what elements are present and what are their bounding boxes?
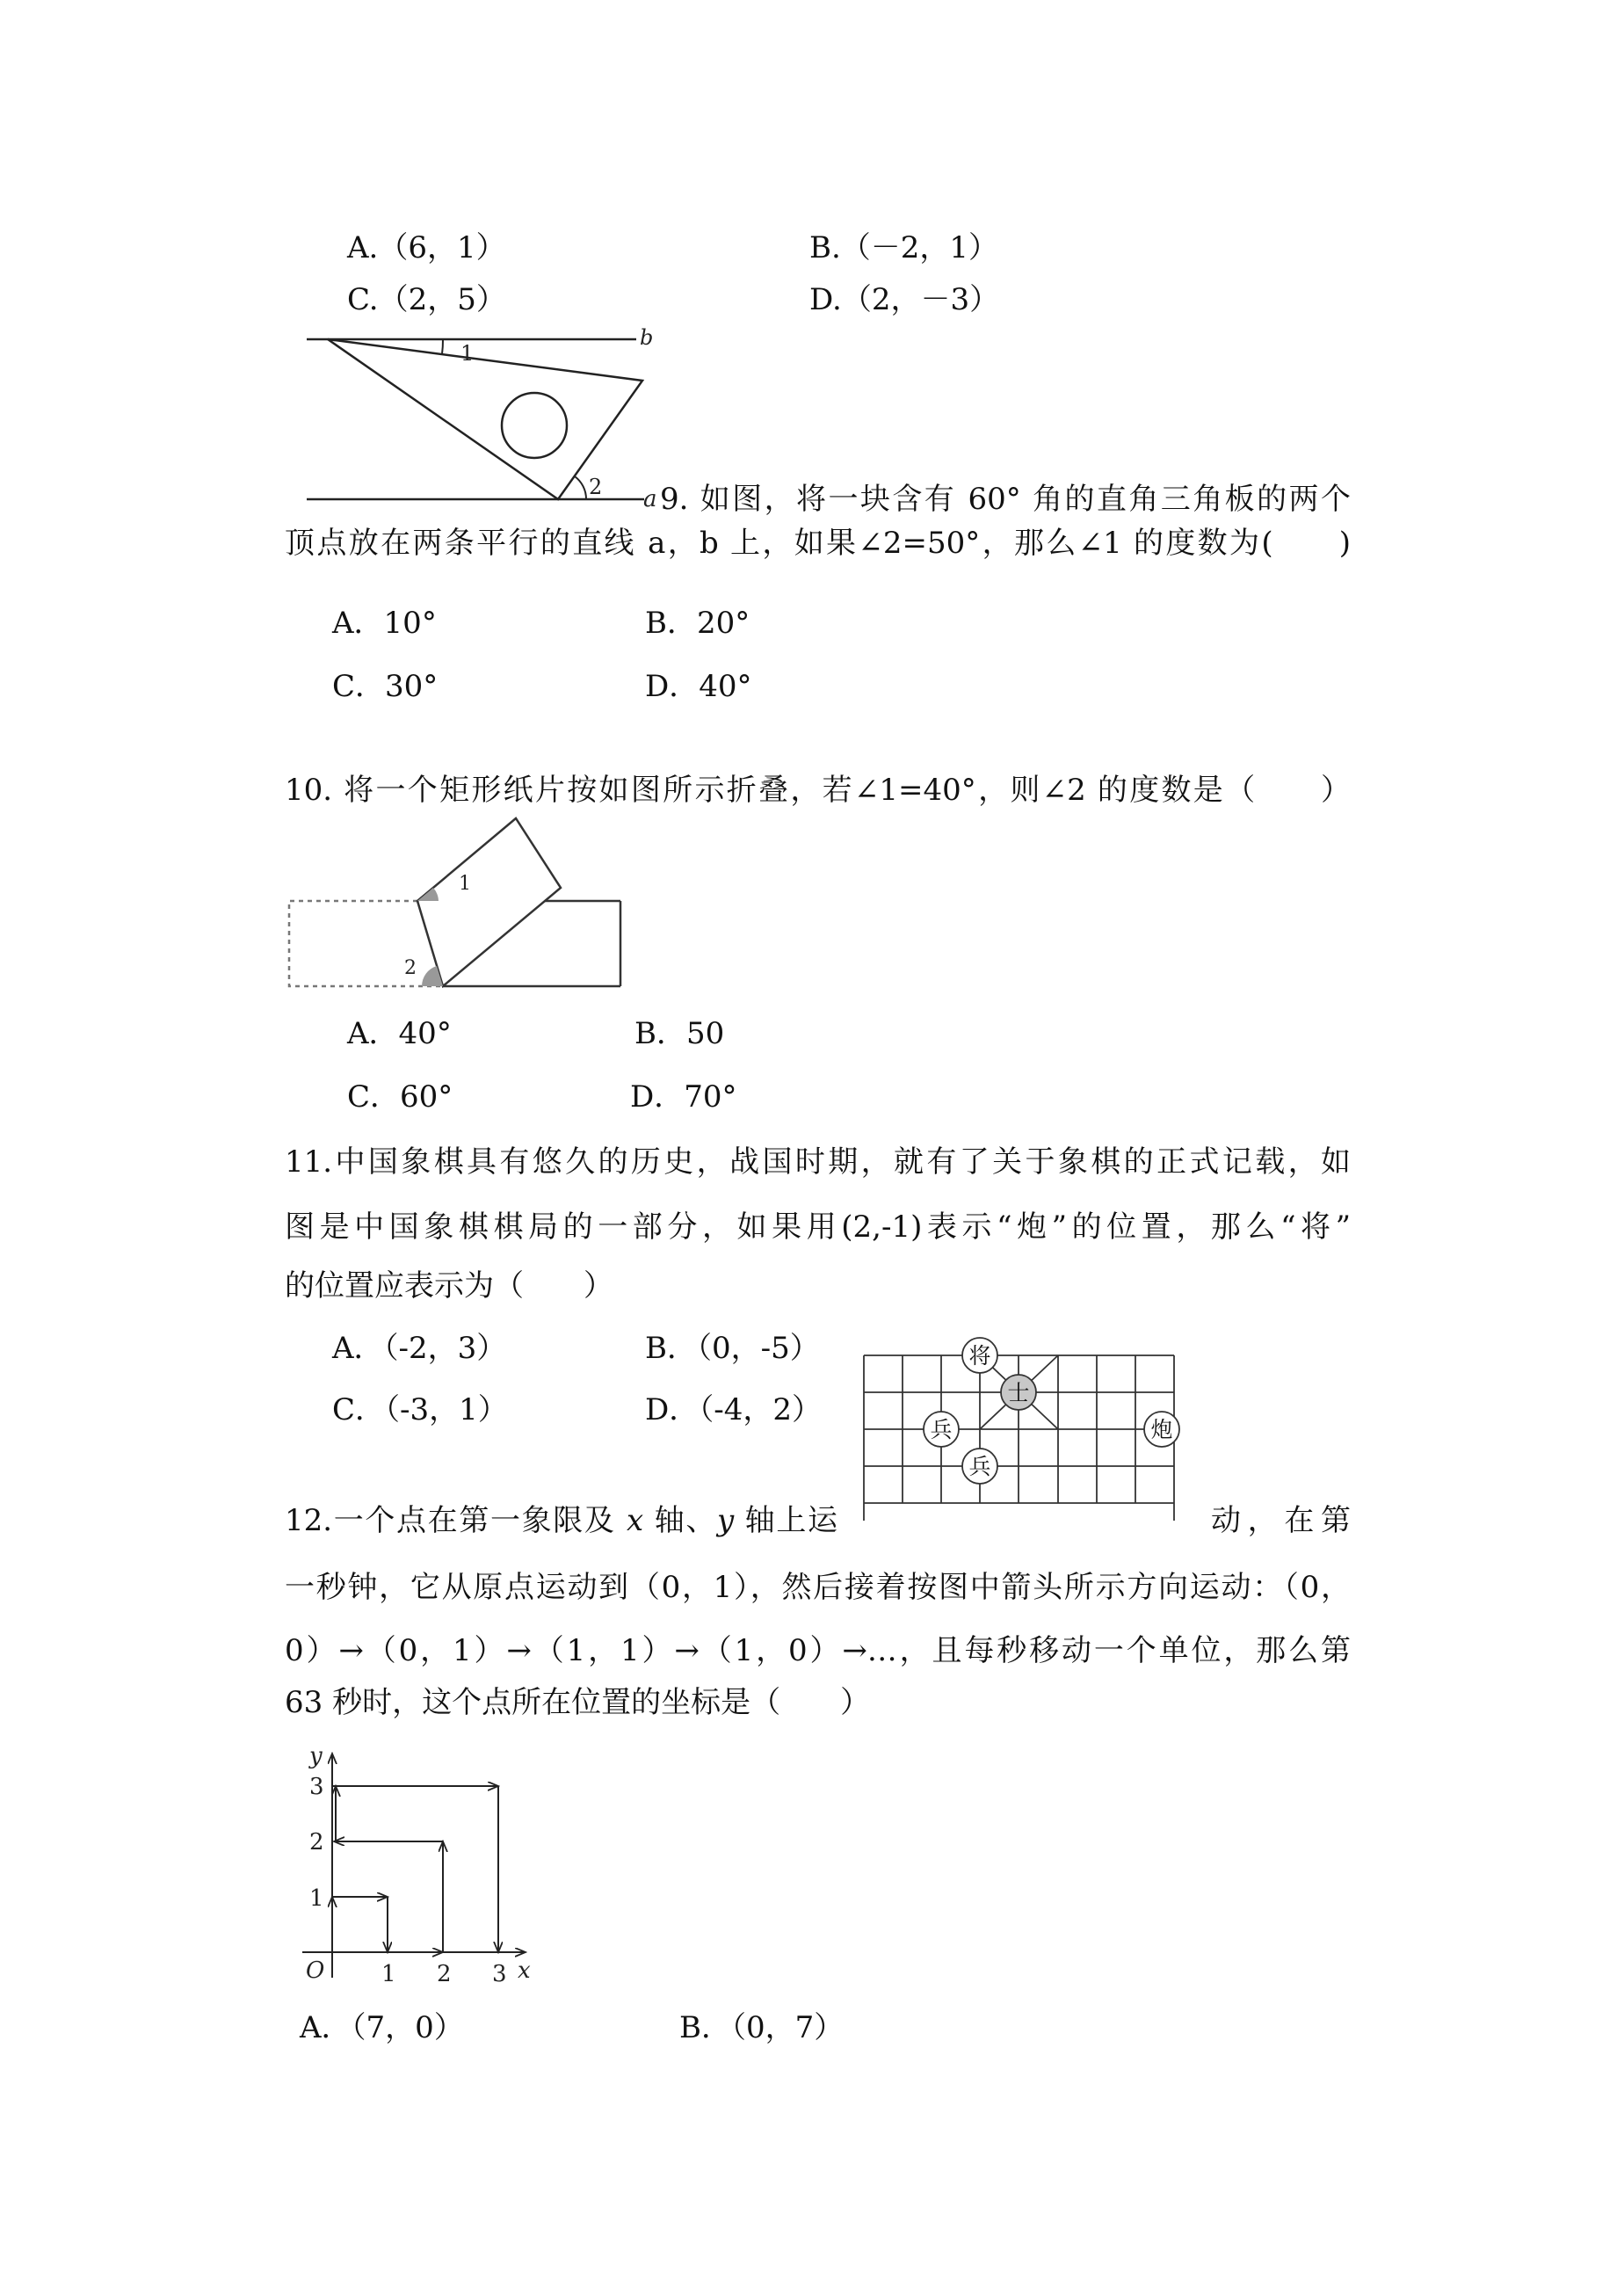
q11-figure-chess-board bbox=[864, 1338, 1179, 1521]
y-tick-label: 2 bbox=[309, 1829, 324, 1856]
q11-stem-line-1: 11.中国象棋具有悠久的历史，战国时期，就有了关于象棋的正式记载，如 bbox=[285, 1144, 1351, 1180]
q12-y-variable: y bbox=[717, 1503, 735, 1538]
q12-stem-line-2: 一秒钟，它从原点运动到（0，1），然后接着按图中箭头所示方向运动：（0， bbox=[285, 1570, 1351, 1605]
angle-1-label: 1 bbox=[460, 341, 475, 366]
q11-option-c: C．（-3，1） bbox=[332, 1392, 508, 1427]
q8-option-b: B.（－2，1） bbox=[809, 230, 999, 265]
q9-option-d: D．40° bbox=[645, 669, 752, 704]
q11-stem-line-3: 的位置应表示为（ ） bbox=[285, 1268, 613, 1304]
q12-stem-text: 轴、 bbox=[643, 1503, 717, 1538]
q12-figure-coordinate-path bbox=[302, 1743, 531, 1987]
angle-2-label: 2 bbox=[589, 475, 603, 499]
q9-stem-line-2: 顶点放在两条平行的直线 a，b 上，如果∠2=50°，那么∠1 的度数为( ) bbox=[285, 526, 1351, 561]
q10-stem: 10. 将一个矩形纸片按如图所示折叠，若∠1=40°，则∠2 的度数是（ ） bbox=[285, 773, 1351, 808]
line-a-label: a bbox=[643, 486, 657, 512]
q12-stem-line-4: 63 秒时，这个点所在位置的坐标是（ ） bbox=[285, 1685, 871, 1720]
ruler-hole bbox=[502, 393, 567, 458]
q12-stem-text: 12.一个点在第一象限及 bbox=[285, 1503, 627, 1538]
q10-option-b: B．50 bbox=[634, 1016, 725, 1051]
line-b-label: b bbox=[640, 325, 654, 350]
origin-label: O bbox=[306, 1957, 325, 1984]
q12-option-b: B．（0，7） bbox=[679, 2010, 845, 2045]
angle-1-sector bbox=[417, 888, 439, 901]
piece-bing-label: 兵 bbox=[930, 1417, 953, 1442]
piece-shi-label: 士 bbox=[1007, 1380, 1030, 1405]
q8-option-d: D.（2，－3） bbox=[809, 282, 1000, 317]
q11-stem-line-2: 图是中国象棋棋局的一部分，如果用(2,-1)表示“炮”的位置，那么“将” bbox=[285, 1209, 1351, 1245]
y-tick-label: 3 bbox=[309, 1774, 324, 1800]
angle-2-sector bbox=[422, 966, 443, 986]
angle-2-label: 2 bbox=[404, 957, 417, 979]
q10-option-d: D．70° bbox=[630, 1079, 737, 1115]
x-tick-label: 3 bbox=[492, 1961, 507, 1987]
q11-option-d: D．（-4，2） bbox=[645, 1392, 823, 1427]
q10-option-a: A．40° bbox=[347, 1016, 452, 1051]
q9-stem-line-1: 9. 如图，将一块含有 60° 角的直角三角板的两个 bbox=[660, 482, 1351, 517]
angle-2-arc bbox=[575, 476, 586, 499]
x-tick-label: 1 bbox=[381, 1961, 396, 1987]
angle-1-arc bbox=[442, 339, 443, 354]
piece-jiang-label: 将 bbox=[968, 1343, 991, 1369]
q12-stem-line-1-end: 动，在第 bbox=[1211, 1503, 1351, 1538]
q10-figure-folded-rectangle bbox=[289, 818, 620, 986]
q9-figure-triangle-parallel-lines bbox=[307, 325, 657, 512]
q11-option-a: A．（-2，3） bbox=[332, 1331, 507, 1366]
q12-stem-text: 轴上运 bbox=[734, 1503, 837, 1538]
piece-bing-label: 兵 bbox=[968, 1454, 991, 1479]
angle-1-label: 1 bbox=[459, 873, 471, 895]
q8-option-a: A.（6，1） bbox=[347, 230, 506, 265]
q8-option-c: C.（2，5） bbox=[347, 282, 506, 317]
dashed-original-part bbox=[289, 901, 443, 986]
q9-option-a: A．10° bbox=[332, 606, 437, 641]
x-axis-label: x bbox=[518, 1957, 531, 1984]
y-tick-label: 1 bbox=[309, 1885, 324, 1912]
x-tick-label: 2 bbox=[437, 1961, 452, 1987]
folded-flap bbox=[417, 818, 561, 986]
q12-option-a: A．（7，0） bbox=[300, 2010, 464, 2045]
q12-stem-line-1 bbox=[285, 1503, 837, 1538]
q12-x-variable: x bbox=[627, 1503, 644, 1538]
q9-option-b: B．20° bbox=[645, 606, 750, 641]
q12-stem-line-3: 0）→（0，1）→（1，1）→（1，0）→…，且每秒移动一个单位，那么第 bbox=[285, 1633, 1351, 1668]
y-axis-label: y bbox=[309, 1743, 323, 1769]
q9-option-c: C．30° bbox=[332, 669, 439, 704]
piece-pao-label: 炮 bbox=[1150, 1417, 1173, 1442]
q11-option-b: B．（0，-5） bbox=[645, 1331, 820, 1366]
q10-option-c: C．60° bbox=[347, 1079, 453, 1115]
